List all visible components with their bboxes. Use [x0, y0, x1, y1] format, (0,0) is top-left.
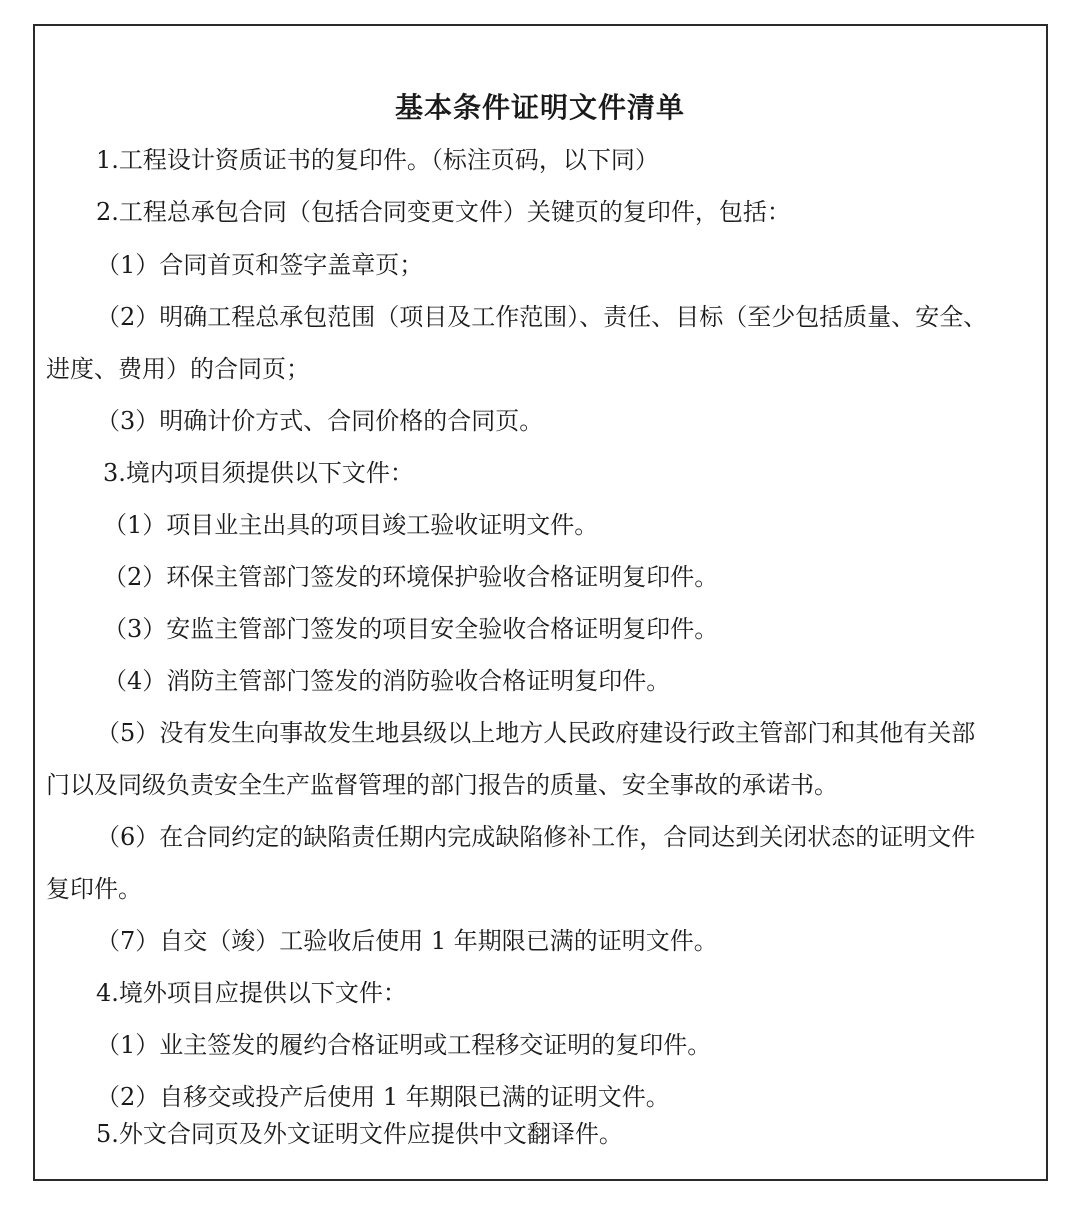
- item-1-qualification-certificate: 1.工程设计资质证书的复印件。（标注页码，以下同）: [96, 146, 659, 174]
- item-3-sub-6-line-2: 复印件。: [46, 875, 142, 903]
- item-2-sub-3: （3）明确计价方式、合同价格的合同页。: [96, 407, 544, 435]
- item-5-translation: 5.外文合同页及外文证明文件应提供中文翻译件。: [96, 1120, 623, 1148]
- item-4-overseas-projects: 4.境外项目应提供以下文件：: [96, 979, 407, 1007]
- item-3-sub-7: （7）自交（竣）工验收后使用 1 年期限已满的证明文件。: [96, 927, 718, 955]
- item-2-sub-1: （1）合同首页和签字盖章页；: [96, 251, 424, 279]
- item-3-sub-2: （2）环保主管部门签发的环境保护验收合格证明复印件。: [103, 563, 719, 591]
- item-3-domestic-projects: 3.境内项目须提供以下文件：: [103, 459, 414, 487]
- item-3-sub-5-line-2: 门以及同级负责安全生产监督管理的部门报告的质量、安全事故的承诺书。: [46, 771, 838, 799]
- item-4-sub-1: （1）业主签发的履约合格证明或工程移交证明的复印件。: [96, 1031, 712, 1059]
- document-title: 基本条件证明文件清单: [394, 91, 685, 124]
- item-3-sub-6-line-1: （6）在合同约定的缺陷责任期内完成缺陷修补工作，合同达到关闭状态的证明文件: [96, 823, 976, 851]
- item-3-sub-4: （4）消防主管部门签发的消防验收合格证明复印件。: [103, 667, 671, 695]
- item-2-sub-2-line-1: （2）明确工程总承包范围（项目及工作范围）、责任、目标（至少包括质量、安全、: [96, 303, 988, 331]
- item-2-sub-2-line-2: 进度、费用）的合同页；: [46, 355, 310, 383]
- item-3-sub-5-line-1: （5）没有发生向事故发生地县级以上地方人民政府建设行政主管部门和其他有关部: [96, 719, 976, 747]
- item-2-contract-key-pages: 2.工程总承包合同（包括合同变更文件）关键页的复印件，包括：: [96, 198, 791, 226]
- item-3-sub-1: （1）项目业主出具的项目竣工验收证明文件。: [103, 511, 599, 539]
- item-4-sub-2: （2）自移交或投产后使用 1 年期限已满的证明文件。: [96, 1083, 670, 1111]
- item-3-sub-3: （3）安监主管部门签发的项目安全验收合格证明复印件。: [103, 615, 719, 643]
